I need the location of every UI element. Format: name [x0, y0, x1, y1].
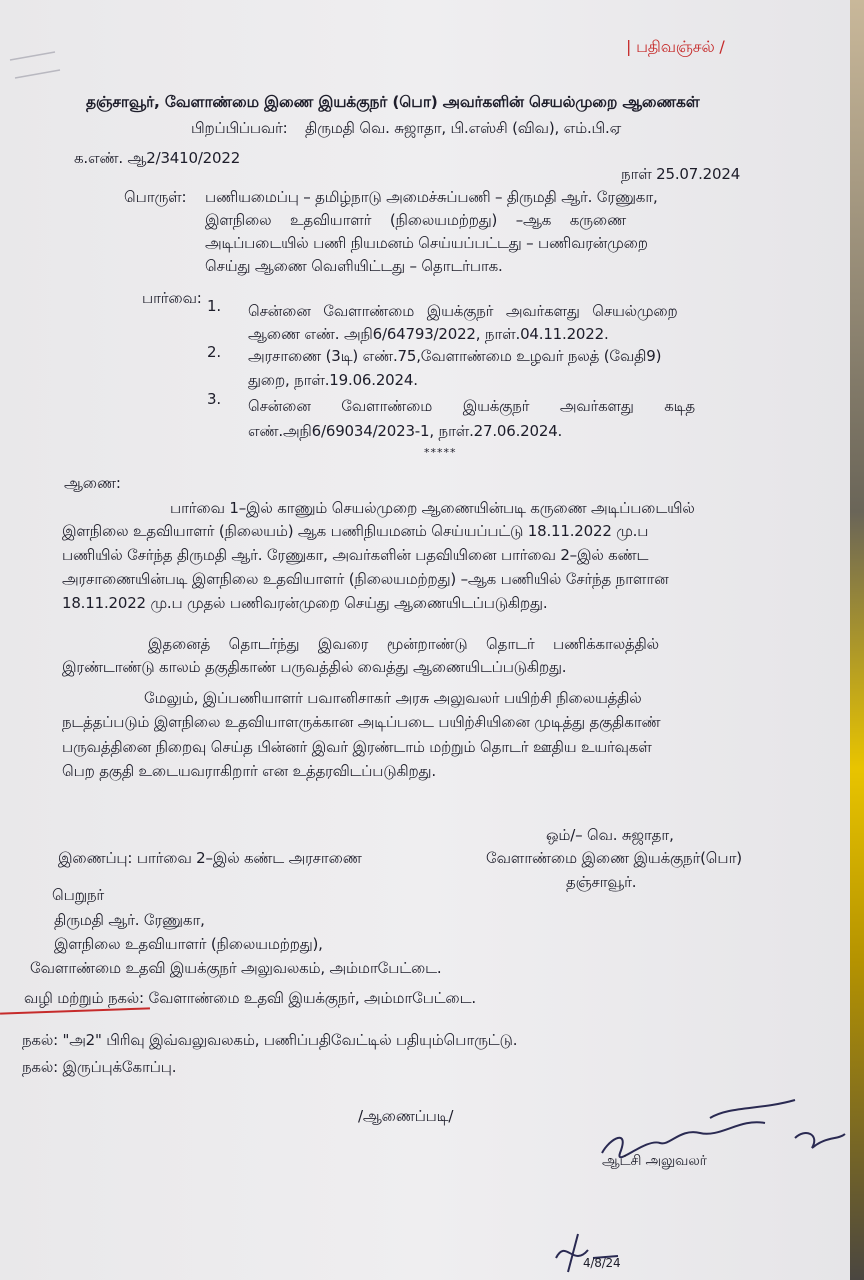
subject-line: இளநிலை உதவியாளர் (நிலையமற்றது) –ஆக கருணை: [205, 211, 626, 229]
copy-line: நகல்: இருப்புக்கோப்பு.: [22, 1058, 177, 1076]
order-line: பணியில் சேர்ந்த திருமதி ஆர். ரேணுகா, அவர்களின் பதவியினை பார்வை 2–இல் கண்ட: [62, 546, 649, 564]
office-signatory-label: ஆட்சி அலுவலர்: [602, 1153, 707, 1169]
recipient-label: பெறுநர்: [52, 886, 105, 904]
order-line: பெற தகுதி உடையவராகிறார் என உத்தரவிடப்படுகிறது.: [62, 762, 436, 780]
red-underline: [0, 1007, 150, 1014]
order-label: ஆணை:: [64, 474, 121, 492]
subject-label: பொருள்:: [124, 188, 187, 206]
margin-mark: [5, 48, 65, 88]
reference-number: 1.: [207, 297, 221, 315]
reference-line: அரசாணை (3டி) எண்.75,வேளாண்மை உழவர் நலத் (வேதி9): [248, 347, 662, 365]
references-label: பார்வை:: [142, 289, 202, 307]
order-line: பருவத்தினை நிறைவு செய்த பின்னர் இவர் இரண்டாம் மற்றும் தொடர் ஊதிய உயர்வுகள்: [62, 738, 652, 756]
subject-line: செய்து ஆணை வெளியிட்டது – தொடர்பாக.: [205, 257, 503, 275]
document-title: தஞ்சாவூர், வேளாண்மை இணை இயக்குநர் (பொ) அவர்களின் செயல்முறை ஆணைகள்: [86, 93, 700, 111]
order-line: மேலும், இப்பணியாளர் பவானிசாகர் அரசு அலுவலர் பயிற்சி நிலையத்தில்: [144, 689, 642, 707]
via-copy-line: வழி மற்றும் நகல்: வேளாண்மை உதவி இயக்குநர், அம்மாபேட்டை.: [24, 989, 476, 1007]
copy-line: நகல்: "அ2" பிரிவு இவ்வலுவலகம், பணிப்பதிவேட்டில் பதியும்பொருட்டு.: [22, 1031, 518, 1049]
recipient-line: திருமதி ஆர். ரேணுகா,: [54, 911, 205, 929]
order-line: நடத்தப்படும் இளநிலை உதவியாளருக்கான அடிப்படை பயிற்சியினை முடித்து தகுதிகாண்: [62, 713, 661, 731]
order-line: 18.11.2022 மு.ப முதல் பணிவரன்முறை செய்து ஆணையிடப்படுகிறது.: [62, 594, 548, 612]
signatory-designation: வேளாண்மை இணை இயக்குநர்(பொ): [486, 849, 742, 867]
order-line: இதனைத் தொடர்ந்து இவரை மூன்றாண்டு தொடர் பணிக்காலத்தில்: [148, 635, 659, 653]
reference-line: எண்.அநி6/69034/2023-1, நாள்.27.06.2024.: [248, 422, 563, 440]
order-line: இரண்டாண்டு காலம் தகுதிகாண் பருவத்தில் வைத்து ஆணையிடப்படுகிறது.: [62, 658, 567, 676]
registered-post-tag: | பதிவஞ்சல் /: [626, 37, 725, 56]
recipient-line: வேளாண்மை உதவி இயக்குநர் அலுவலகம், அம்மாபேட்டை.: [30, 959, 442, 977]
date-note: 4/8/24: [583, 1256, 621, 1270]
order-line: பார்வை 1–இல் காணும் செயல்முறை ஆணையின்படி கருணை அடிப்படையில்: [170, 499, 695, 517]
order-line: அரசாணையின்படி இளநிலை உதவியாளர் (நிலையமற்றது) –ஆக பணியில் சேர்ந்த நாளான: [62, 570, 669, 588]
reference-number: 2.: [207, 343, 221, 361]
enclosure-note: இணைப்பு: பார்வை 2–இல் கண்ட அரசாணை: [58, 849, 362, 867]
reference-line: ஆணை எண். அநி6/64793/2022, நாள்.04.11.2022.: [248, 325, 609, 343]
reference-line: சென்னை வேளாண்மை இயக்குநர் அவர்களது செயல்முறை: [248, 302, 678, 320]
subject-line: அடிப்படையில் பணி நியமனம் செய்யப்பட்டது – பணிவரன்முறை: [205, 234, 648, 252]
by-order-note: /ஆணைப்படி/: [358, 1107, 454, 1125]
signatory-place: தஞ்சாவூர்.: [566, 873, 637, 891]
reference-line: துறை, நாள்.19.06.2024.: [248, 371, 418, 389]
reference-number: 3.: [207, 390, 221, 408]
issuer-label: பிறப்பிப்பவர்:: [191, 119, 288, 137]
recipient-line: இளநிலை உதவியாளர் (நிலையமற்றது),: [54, 935, 323, 953]
page-edge: [850, 0, 864, 1280]
file-number: க.எண். ஆ2/3410/2022: [74, 149, 241, 167]
signed-by: ஒம்/– வெ. சுஜாதா,: [546, 826, 674, 844]
order-line: இளநிலை உதவியாளர் (நிலையம்) ஆக பணிநியமனம் செய்யப்பட்டு 18.11.2022 மு.ப: [62, 522, 649, 540]
order-date: நாள் 25.07.2024: [621, 165, 741, 183]
issuer-name: திருமதி வெ. சுஜாதா, பி.எஸ்சி (விவ), எம்.பி.ஏ: [305, 119, 622, 137]
reference-line: சென்னை வேளாண்மை இயக்குநர் அவர்களது கடித: [248, 397, 695, 415]
section-separator: *****: [424, 446, 457, 459]
subject-line: பணியமைப்பு – தமிழ்நாடு அமைச்சுப்பணி – திருமதி ஆர். ரேணுகா,: [205, 188, 658, 206]
